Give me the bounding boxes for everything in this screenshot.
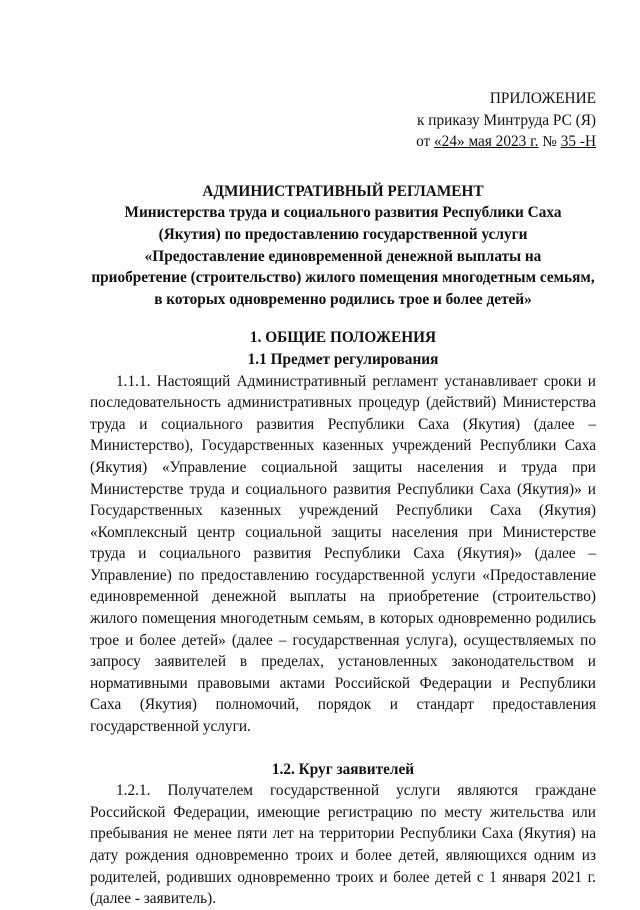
order-reference: к приказу Минтруда РС (Я) [417,111,596,129]
subsection-1-2-heading: 1.2. Круг заявителей [271,760,415,778]
appendix-label: ПРИЛОЖЕНИЕ [489,90,596,107]
subsection-1-1-heading: 1.1 Предмет регулирования [247,350,439,368]
paragraph-1-2-1: 1.2.1. Получателем государственной услуги являются граждане Российской Федерации, имеющие регистрацию по месту жительства или пребывания не менее пяти лет на территории Республики Саха (Якутия) на дату рождения одновременно троих и более детей, являющихся одним из родителей, родивших одновременно троих и более детей с 1 января 2021 г. (далее - заявитель). [90,782,596,908]
regulation-subtitle-line-5: в которых одновременно родились трое и более детей» [154,290,532,308]
order-date: «24» мая 2023 г. [434,133,539,151]
section-1-heading: 1. ОБЩИЕ ПОЛОЖЕНИЯ [249,329,437,347]
regulation-subtitle-line-2: (Якутия) по предоставлению государственной услуги [158,225,528,243]
date-prefix: от [416,133,431,151]
order-date-line [90,131,596,153]
order-number: 35 -Н [560,133,596,151]
regulation-subtitle-line-3: «Предоставление единовременной денежной выплаты на [144,247,542,265]
paragraph-1-1-1: 1.1.1. Настоящий Административный регламент устанавливает сроки и последовательность административных процедур (действий) Министерства труда и социального развития Республики Саха (Якутия) (далее – Министерство), Государственных казенных учреждений Республики Саха (Якутия) «Управление социальной защиты населения и труда при Министерстве труда и социального развития Республики Саха (Якутия)» и Государственных казенных учреждений Республики Саха (Якутия) «Комплексный центр социальной защиты населения при Министерстве труда и социального развития Республики Саха (Якутия)» (далее – Управление) по предоставлению государственной услуги «Предоставление единовременной денежной выплаты на приобретение (строительство) жилого помещения многодетным семьям, в которых одновременно родились трое и более детей» (далее – государственная услуга), осуществляемых по запросу заявителей в пределах, установленных законодательством и нормативными правовыми актами Российской Федерации и Республики Саха (Якутия) полномочий, порядок и стандарт предоставления государственной услуги. [90,372,596,736]
regulation-title: АДМИНИСТРАТИВНЫЙ РЕГЛАМЕНТ [202,182,484,200]
regulation-subtitle-line-4: приобретение (строительство) жилого помещения многодетным семьям, [91,269,595,287]
regulation-subtitle-line-1: Министерства труда и социального развития Республики Саха [124,204,562,222]
number-prefix: № [542,133,557,151]
